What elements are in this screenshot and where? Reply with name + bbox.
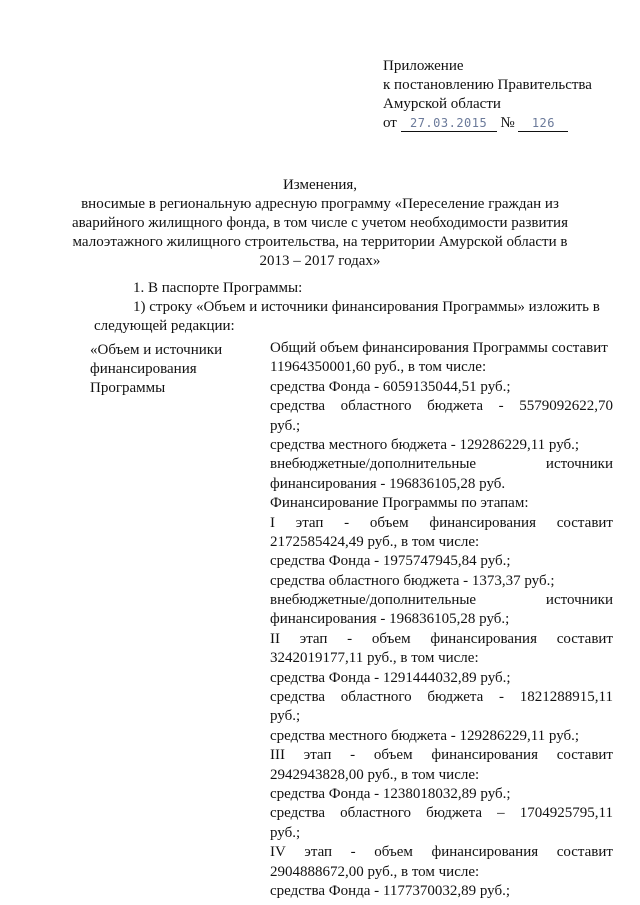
appendix-title: Приложение	[383, 58, 464, 74]
right-cell-line	[270, 688, 613, 707]
right-cell-line	[270, 630, 613, 649]
section-item-2-text: 1) строку «Объем и источники финансирования Программы» изложить в	[133, 299, 600, 315]
right-cell-word: средства	[270, 805, 326, 822]
right-cell-line	[270, 572, 613, 591]
section-item-2-continuation: следующей редакции:	[94, 318, 235, 334]
right-cell-word: 5579092622,70	[519, 398, 613, 415]
right-cell-word: руб.;	[270, 708, 301, 725]
right-cell-word: бюджета	[426, 805, 483, 822]
right-cell-word: -	[498, 398, 504, 415]
right-cell-line	[270, 475, 613, 494]
right-cell-line	[270, 785, 613, 804]
right-cell-word: 2942943828,00 руб., в том числе:	[270, 766, 480, 783]
right-cell-word: -	[344, 514, 350, 531]
right-cell-word: составит	[556, 630, 613, 647]
right-cell-word: 2904888672,00 руб., в том числе:	[270, 863, 480, 880]
right-cell-line	[270, 727, 613, 746]
right-cell-word: -	[499, 689, 505, 706]
right-cell-word: средства	[270, 689, 326, 706]
right-cell-line	[270, 610, 613, 629]
right-cell-word: объем	[369, 514, 409, 531]
title-line: Изменения,	[282, 177, 358, 193]
number-value: 126	[518, 116, 568, 132]
right-cell-line	[270, 804, 613, 823]
right-cell-word: финансирования	[431, 747, 538, 764]
right-cell-word: бюджета	[427, 689, 484, 706]
title-line: 2013 – 2017 годах»	[259, 253, 381, 269]
right-cell-word: III	[270, 747, 285, 764]
right-cell-word: средства местного бюджета - 129286229,11 руб.;	[270, 727, 580, 744]
right-cell-word: средства Фонда - 1975747945,84 руб.;	[270, 553, 511, 570]
right-cell-line	[270, 397, 613, 416]
left-cell-line: «Объем и источники	[90, 342, 223, 358]
number-prefix: №	[500, 115, 515, 131]
right-cell-word: IV	[270, 844, 286, 861]
right-cell-word: внебюджетные/дополнительные	[270, 456, 477, 473]
right-cell-word: -	[347, 630, 353, 647]
right-cell-line	[270, 494, 613, 513]
appendix-region-line: Амурской области	[383, 96, 501, 112]
right-cell-line	[270, 378, 613, 397]
right-cell-word: 11964350001,60 руб., в том числе:	[270, 359, 487, 376]
right-cell-word: составит	[556, 844, 613, 861]
title-line: аварийного жилищного фонда, в том числе с учетом необходимости развития	[72, 215, 568, 231]
section-item-2	[133, 298, 613, 317]
right-cell-line	[270, 591, 613, 610]
left-cell-line: Программы	[90, 380, 166, 396]
right-cell-word: -	[350, 844, 356, 861]
right-cell-word: средства местного бюджета - 129286229,11 руб.;	[270, 436, 580, 453]
right-cell-line	[270, 552, 613, 571]
right-cell-word: 1821288915,11	[519, 689, 613, 706]
date-value: 27.03.2015	[401, 116, 497, 132]
right-cell-word: источники	[545, 456, 613, 473]
right-cell-word: областного	[340, 689, 412, 706]
right-cell-word: 2172585424,49 руб., в том числе:	[270, 533, 480, 550]
right-cell-word: средства областного бюджета - 1373,37 руб.;	[270, 572, 555, 589]
right-cell-line	[270, 824, 613, 843]
right-cell-line	[270, 417, 613, 436]
right-cell-line	[270, 707, 613, 726]
right-cell-word: объем	[374, 844, 413, 861]
right-cell-word: объем	[371, 630, 411, 647]
right-cell-word: финансирования - 196836105,28 руб.;	[270, 611, 510, 628]
right-cell-word: –	[497, 805, 505, 822]
right-cell-line	[270, 669, 613, 688]
right-cell-word: I	[270, 514, 275, 531]
right-cell-word: областного	[340, 805, 412, 822]
right-cell-line	[270, 746, 613, 765]
table-right-cell	[270, 339, 613, 901]
right-cell-line	[270, 766, 613, 785]
right-cell-word: средства Фонда - 1177370032,89 руб.;	[270, 882, 511, 899]
right-cell-word: средства Фонда - 6059135044,51 руб.;	[270, 378, 511, 395]
right-cell-word: средства	[270, 398, 326, 415]
right-cell-word: финансирования - 196836105,28 руб.	[270, 475, 506, 492]
right-cell-word: средства Фонда - 1291444032,89 руб.;	[270, 669, 511, 686]
right-cell-line	[270, 533, 613, 552]
right-cell-word: областного	[340, 398, 412, 415]
right-cell-word: этап	[299, 630, 328, 647]
right-cell-word: бюджета	[427, 398, 484, 415]
right-cell-word: Общий объем финансирования Программы составит	[270, 340, 608, 356]
left-cell-line: финансирования	[90, 361, 197, 377]
right-cell-word: Финансирование Программы по этапам:	[270, 495, 529, 512]
right-cell-word: финансирования	[429, 514, 536, 531]
right-cell-line	[270, 514, 613, 533]
appendix-header	[383, 57, 623, 133]
right-cell-word: внебюджетные/дополнительные	[270, 592, 477, 609]
right-cell-line	[270, 339, 613, 358]
right-cell-word: финансирования	[430, 630, 537, 647]
right-cell-word: этап	[303, 747, 332, 764]
right-cell-line	[270, 863, 613, 882]
date-prefix: от	[383, 115, 397, 131]
right-cell-word: источники	[545, 592, 613, 609]
right-cell-word: этап	[295, 514, 324, 531]
right-cell-word: 1704925795,11	[519, 805, 613, 822]
right-cell-word: 3242019177,11 руб., в том числе:	[270, 650, 479, 667]
title-line: вносимые в региональную адресную программу «Переселение граждан из	[81, 196, 559, 212]
document-title	[0, 176, 640, 271]
appendix-resolution-line: к постановлению Правительства	[383, 77, 592, 93]
right-cell-word: составит	[556, 514, 613, 531]
right-cell-line	[270, 358, 613, 377]
right-cell-word: составит	[556, 747, 613, 764]
appendix-date-line	[383, 114, 623, 133]
right-cell-line	[270, 455, 613, 474]
right-cell-line	[270, 649, 613, 668]
right-cell-line	[270, 882, 613, 901]
title-line: малоэтажного жилищного строительства, на территории Амурской области в	[72, 234, 568, 250]
right-cell-word: финансирования	[431, 844, 539, 861]
right-cell-word: руб.;	[270, 417, 301, 434]
right-cell-word: II	[270, 630, 280, 647]
right-cell-word: руб.;	[270, 824, 301, 841]
right-cell-word: объем	[373, 747, 413, 764]
right-cell-word: этап	[304, 844, 333, 861]
right-cell-word: средства Фонда - 1238018032,89 руб.;	[270, 785, 511, 802]
right-cell-line	[270, 436, 613, 455]
right-cell-line	[270, 843, 613, 862]
right-cell-word: -	[350, 747, 356, 764]
section-item-1: 1. В паспорте Программы:	[133, 280, 303, 296]
table-left-cell	[90, 341, 260, 398]
